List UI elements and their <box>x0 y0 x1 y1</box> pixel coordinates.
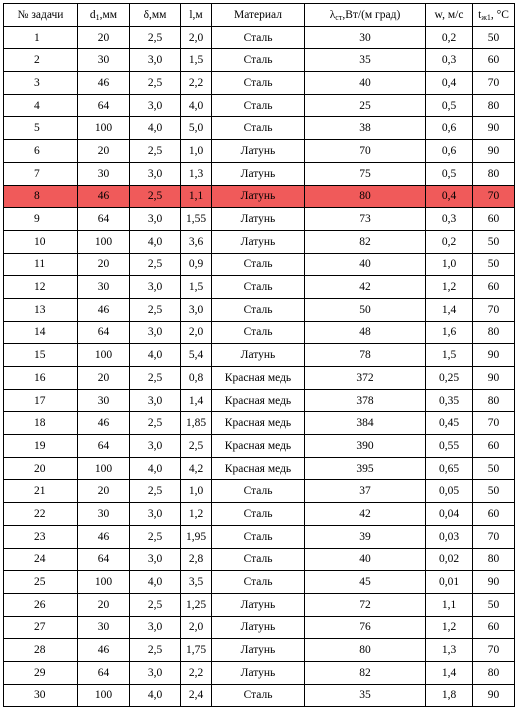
task-parameters-table <box>3 3 515 707</box>
cell-thermal-conductivity: 42 <box>305 503 426 526</box>
table-header <box>4 4 515 27</box>
cell-length: 0,9 <box>181 253 212 276</box>
cell-length: 1,5 <box>181 276 212 299</box>
cell-velocity: 1,4 <box>426 661 473 684</box>
cell-velocity: 0,45 <box>426 412 473 435</box>
cell-fluid-temperature: 50 <box>473 230 515 253</box>
table-row <box>4 49 515 72</box>
cell-length: 2,2 <box>181 72 212 95</box>
cell-velocity: 0,2 <box>426 26 473 49</box>
table-row <box>4 661 515 684</box>
cell-fluid-temperature: 50 <box>473 457 515 480</box>
cell-material: Красная медь <box>212 412 305 435</box>
cell-fluid-temperature: 90 <box>473 344 515 367</box>
cell-thermal-conductivity: 38 <box>305 117 426 140</box>
cell-inner-diameter: 30 <box>78 503 130 526</box>
cell-inner-diameter: 30 <box>78 616 130 639</box>
header-d-subscript: 1 <box>95 12 100 22</box>
cell-fluid-temperature: 70 <box>473 185 515 208</box>
header-material: Материал <box>212 4 305 27</box>
cell-thermal-conductivity: 70 <box>305 140 426 163</box>
cell-thermal-conductivity: 75 <box>305 162 426 185</box>
cell-task-number: 2 <box>4 49 78 72</box>
cell-task-number: 26 <box>4 593 78 616</box>
cell-wall-thickness: 3,0 <box>130 435 181 458</box>
cell-fluid-temperature: 70 <box>473 639 515 662</box>
cell-material: Латунь <box>212 140 305 163</box>
cell-thermal-conductivity: 35 <box>305 49 426 72</box>
cell-material: Латунь <box>212 593 305 616</box>
table-row <box>4 162 515 185</box>
cell-inner-diameter: 46 <box>78 185 130 208</box>
cell-inner-diameter: 100 <box>78 571 130 594</box>
cell-thermal-conductivity: 80 <box>305 185 426 208</box>
table-row <box>4 389 515 412</box>
cell-thermal-conductivity: 40 <box>305 253 426 276</box>
cell-material: Сталь <box>212 480 305 503</box>
cell-task-number: 11 <box>4 253 78 276</box>
cell-fluid-temperature: 70 <box>473 72 515 95</box>
cell-inner-diameter: 46 <box>78 72 130 95</box>
cell-fluid-temperature: 80 <box>473 321 515 344</box>
cell-inner-diameter: 30 <box>78 276 130 299</box>
cell-material: Сталь <box>212 49 305 72</box>
cell-fluid-temperature: 60 <box>473 435 515 458</box>
cell-length: 1,3 <box>181 162 212 185</box>
cell-inner-diameter: 64 <box>78 94 130 117</box>
cell-wall-thickness: 3,0 <box>130 661 181 684</box>
cell-task-number: 3 <box>4 72 78 95</box>
cell-material: Красная медь <box>212 367 305 390</box>
cell-wall-thickness: 4,0 <box>130 684 181 707</box>
cell-length: 2,8 <box>181 548 212 571</box>
cell-fluid-temperature: 80 <box>473 661 515 684</box>
cell-task-number: 28 <box>4 639 78 662</box>
cell-wall-thickness: 4,0 <box>130 571 181 594</box>
cell-thermal-conductivity: 35 <box>305 684 426 707</box>
cell-velocity: 0,2 <box>426 230 473 253</box>
cell-material: Сталь <box>212 94 305 117</box>
cell-wall-thickness: 2,5 <box>130 185 181 208</box>
cell-wall-thickness: 2,5 <box>130 253 181 276</box>
cell-velocity: 0,4 <box>426 185 473 208</box>
cell-wall-thickness: 2,5 <box>130 412 181 435</box>
cell-inner-diameter: 64 <box>78 548 130 571</box>
cell-material: Сталь <box>212 525 305 548</box>
cell-velocity: 0,55 <box>426 435 473 458</box>
cell-wall-thickness: 2,5 <box>130 525 181 548</box>
cell-inner-diameter: 64 <box>78 661 130 684</box>
cell-fluid-temperature: 80 <box>473 548 515 571</box>
cell-material: Латунь <box>212 639 305 662</box>
cell-task-number: 8 <box>4 185 78 208</box>
cell-material: Красная медь <box>212 457 305 480</box>
cell-inner-diameter: 64 <box>78 208 130 231</box>
table-row-highlighted <box>4 185 515 208</box>
header-t-symbol: t <box>478 8 482 21</box>
cell-velocity: 1,2 <box>426 616 473 639</box>
cell-wall-thickness: 4,0 <box>130 457 181 480</box>
cell-material: Красная медь <box>212 435 305 458</box>
cell-material: Сталь <box>212 298 305 321</box>
cell-velocity: 0,5 <box>426 94 473 117</box>
cell-material: Сталь <box>212 117 305 140</box>
cell-fluid-temperature: 60 <box>473 276 515 299</box>
table-row <box>4 571 515 594</box>
cell-length: 4,2 <box>181 457 212 480</box>
cell-task-number: 25 <box>4 571 78 594</box>
cell-length: 1,1 <box>181 185 212 208</box>
cell-thermal-conductivity: 378 <box>305 389 426 412</box>
cell-velocity: 0,3 <box>426 208 473 231</box>
table-row <box>4 117 515 140</box>
cell-velocity: 0,5 <box>426 162 473 185</box>
cell-inner-diameter: 100 <box>78 457 130 480</box>
header-row <box>4 4 515 27</box>
cell-wall-thickness: 3,0 <box>130 503 181 526</box>
cell-thermal-conductivity: 372 <box>305 367 426 390</box>
cell-material: Сталь <box>212 548 305 571</box>
cell-thermal-conductivity: 40 <box>305 72 426 95</box>
cell-fluid-temperature: 50 <box>473 593 515 616</box>
cell-material: Сталь <box>212 72 305 95</box>
table-row <box>4 253 515 276</box>
cell-length: 3,5 <box>181 571 212 594</box>
cell-inner-diameter: 20 <box>78 140 130 163</box>
cell-wall-thickness: 3,0 <box>130 208 181 231</box>
cell-thermal-conductivity: 45 <box>305 571 426 594</box>
cell-velocity: 1,3 <box>426 639 473 662</box>
cell-velocity: 0,65 <box>426 457 473 480</box>
cell-velocity: 0,03 <box>426 525 473 548</box>
header-thermal-conductivity <box>305 4 426 27</box>
cell-wall-thickness: 2,5 <box>130 140 181 163</box>
header-lambda-unit: ,Вт/(м град) <box>342 8 401 21</box>
cell-wall-thickness: 2,5 <box>130 480 181 503</box>
cell-task-number: 16 <box>4 367 78 390</box>
cell-length: 2,5 <box>181 435 212 458</box>
table-row <box>4 525 515 548</box>
header-fluid-temperature <box>473 4 515 27</box>
cell-fluid-temperature: 70 <box>473 412 515 435</box>
cell-inner-diameter: 46 <box>78 525 130 548</box>
cell-wall-thickness: 2,5 <box>130 26 181 49</box>
cell-task-number: 5 <box>4 117 78 140</box>
cell-wall-thickness: 3,0 <box>130 548 181 571</box>
table-body <box>4 26 515 707</box>
cell-task-number: 7 <box>4 162 78 185</box>
cell-velocity: 1,4 <box>426 298 473 321</box>
cell-thermal-conductivity: 39 <box>305 525 426 548</box>
cell-wall-thickness: 2,5 <box>130 639 181 662</box>
cell-velocity: 1,2 <box>426 276 473 299</box>
cell-fluid-temperature: 50 <box>473 26 515 49</box>
cell-length: 2,0 <box>181 26 212 49</box>
cell-wall-thickness: 2,5 <box>130 593 181 616</box>
cell-fluid-temperature: 90 <box>473 684 515 707</box>
header-task-number: № задачи <box>4 4 78 27</box>
cell-length: 4,0 <box>181 94 212 117</box>
cell-thermal-conductivity: 48 <box>305 321 426 344</box>
cell-length: 2,2 <box>181 661 212 684</box>
cell-thermal-conductivity: 80 <box>305 639 426 662</box>
cell-thermal-conductivity: 384 <box>305 412 426 435</box>
cell-inner-diameter: 30 <box>78 49 130 72</box>
table-row <box>4 26 515 49</box>
cell-velocity: 1,8 <box>426 684 473 707</box>
cell-inner-diameter: 100 <box>78 117 130 140</box>
table-row <box>4 72 515 95</box>
cell-velocity: 0,35 <box>426 389 473 412</box>
table-row <box>4 367 515 390</box>
cell-velocity: 1,1 <box>426 593 473 616</box>
cell-length: 2,0 <box>181 321 212 344</box>
cell-wall-thickness: 2,5 <box>130 298 181 321</box>
cell-fluid-temperature: 50 <box>473 253 515 276</box>
cell-material: Латунь <box>212 661 305 684</box>
cell-inner-diameter: 20 <box>78 367 130 390</box>
cell-material: Латунь <box>212 344 305 367</box>
cell-material: Сталь <box>212 571 305 594</box>
cell-length: 1,0 <box>181 480 212 503</box>
cell-length: 2,0 <box>181 616 212 639</box>
cell-thermal-conductivity: 25 <box>305 94 426 117</box>
cell-fluid-temperature: 70 <box>473 525 515 548</box>
cell-velocity: 1,6 <box>426 321 473 344</box>
header-length: l,м <box>181 4 212 27</box>
cell-velocity: 0,25 <box>426 367 473 390</box>
cell-thermal-conductivity: 390 <box>305 435 426 458</box>
cell-material: Сталь <box>212 253 305 276</box>
cell-length: 1,75 <box>181 639 212 662</box>
cell-wall-thickness: 4,0 <box>130 344 181 367</box>
cell-thermal-conductivity: 82 <box>305 661 426 684</box>
cell-task-number: 23 <box>4 525 78 548</box>
cell-material: Красная медь <box>212 389 305 412</box>
cell-velocity: 0,01 <box>426 571 473 594</box>
table-row <box>4 321 515 344</box>
cell-length: 5,4 <box>181 344 212 367</box>
cell-thermal-conductivity: 78 <box>305 344 426 367</box>
table-row <box>4 276 515 299</box>
cell-wall-thickness: 2,5 <box>130 72 181 95</box>
table-row <box>4 435 515 458</box>
table-row <box>4 230 515 253</box>
table-row <box>4 684 515 707</box>
cell-task-number: 15 <box>4 344 78 367</box>
header-lambda-subscript: ст <box>335 12 343 22</box>
cell-material: Латунь <box>212 230 305 253</box>
cell-length: 1,55 <box>181 208 212 231</box>
cell-velocity: 1,5 <box>426 344 473 367</box>
cell-inner-diameter: 46 <box>78 639 130 662</box>
header-wall-thickness: δ,мм <box>130 4 181 27</box>
cell-inner-diameter: 20 <box>78 26 130 49</box>
table-row <box>4 94 515 117</box>
cell-length: 1,85 <box>181 412 212 435</box>
cell-task-number: 30 <box>4 684 78 707</box>
cell-thermal-conductivity: 72 <box>305 593 426 616</box>
cell-task-number: 12 <box>4 276 78 299</box>
cell-inner-diameter: 100 <box>78 684 130 707</box>
cell-length: 1,2 <box>181 503 212 526</box>
cell-length: 2,4 <box>181 684 212 707</box>
table-row <box>4 298 515 321</box>
cell-thermal-conductivity: 42 <box>305 276 426 299</box>
cell-length: 1,5 <box>181 49 212 72</box>
table-row <box>4 344 515 367</box>
header-inner-diameter <box>78 4 130 27</box>
cell-wall-thickness: 4,0 <box>130 117 181 140</box>
cell-task-number: 17 <box>4 389 78 412</box>
cell-inner-diameter: 46 <box>78 298 130 321</box>
cell-length: 3,0 <box>181 298 212 321</box>
cell-inner-diameter: 30 <box>78 162 130 185</box>
cell-material: Сталь <box>212 321 305 344</box>
cell-task-number: 6 <box>4 140 78 163</box>
cell-task-number: 22 <box>4 503 78 526</box>
cell-length: 0,8 <box>181 367 212 390</box>
cell-task-number: 13 <box>4 298 78 321</box>
cell-velocity: 0,6 <box>426 117 473 140</box>
cell-length: 3,6 <box>181 230 212 253</box>
cell-wall-thickness: 3,0 <box>130 94 181 117</box>
cell-task-number: 24 <box>4 548 78 571</box>
cell-velocity: 0,04 <box>426 503 473 526</box>
cell-thermal-conductivity: 73 <box>305 208 426 231</box>
cell-task-number: 21 <box>4 480 78 503</box>
table-row <box>4 639 515 662</box>
cell-length: 1,95 <box>181 525 212 548</box>
cell-task-number: 9 <box>4 208 78 231</box>
cell-task-number: 18 <box>4 412 78 435</box>
cell-thermal-conductivity: 76 <box>305 616 426 639</box>
cell-inner-diameter: 100 <box>78 230 130 253</box>
table-row <box>4 457 515 480</box>
cell-task-number: 14 <box>4 321 78 344</box>
cell-fluid-temperature: 60 <box>473 208 515 231</box>
cell-material: Латунь <box>212 162 305 185</box>
cell-inner-diameter: 64 <box>78 321 130 344</box>
cell-fluid-temperature: 90 <box>473 117 515 140</box>
cell-task-number: 27 <box>4 616 78 639</box>
cell-length: 1,4 <box>181 389 212 412</box>
cell-fluid-temperature: 50 <box>473 480 515 503</box>
cell-task-number: 29 <box>4 661 78 684</box>
cell-thermal-conductivity: 37 <box>305 480 426 503</box>
cell-fluid-temperature: 80 <box>473 162 515 185</box>
header-d-symbol: d <box>89 8 96 21</box>
cell-wall-thickness: 3,0 <box>130 276 181 299</box>
cell-fluid-temperature: 80 <box>473 389 515 412</box>
table-row <box>4 593 515 616</box>
table-row <box>4 480 515 503</box>
cell-velocity: 1,0 <box>426 253 473 276</box>
cell-thermal-conductivity: 50 <box>305 298 426 321</box>
cell-velocity: 0,6 <box>426 140 473 163</box>
table-row <box>4 503 515 526</box>
table-row <box>4 140 515 163</box>
cell-inner-diameter: 20 <box>78 593 130 616</box>
cell-inner-diameter: 20 <box>78 480 130 503</box>
header-velocity: w, м/с <box>426 4 473 27</box>
cell-inner-diameter: 46 <box>78 412 130 435</box>
cell-thermal-conductivity: 40 <box>305 548 426 571</box>
cell-material: Сталь <box>212 276 305 299</box>
cell-inner-diameter: 100 <box>78 344 130 367</box>
cell-fluid-temperature: 90 <box>473 140 515 163</box>
cell-material: Сталь <box>212 684 305 707</box>
cell-wall-thickness: 4,0 <box>130 230 181 253</box>
cell-material: Сталь <box>212 26 305 49</box>
cell-wall-thickness: 3,0 <box>130 321 181 344</box>
cell-task-number: 4 <box>4 94 78 117</box>
cell-velocity: 0,02 <box>426 548 473 571</box>
cell-velocity: 0,05 <box>426 480 473 503</box>
cell-thermal-conductivity: 30 <box>305 26 426 49</box>
table-row <box>4 412 515 435</box>
cell-task-number: 20 <box>4 457 78 480</box>
cell-material: Латунь <box>212 616 305 639</box>
cell-material: Сталь <box>212 503 305 526</box>
cell-fluid-temperature: 60 <box>473 503 515 526</box>
cell-task-number: 10 <box>4 230 78 253</box>
cell-thermal-conductivity: 82 <box>305 230 426 253</box>
cell-task-number: 19 <box>4 435 78 458</box>
cell-wall-thickness: 3,0 <box>130 389 181 412</box>
cell-velocity: 0,4 <box>426 72 473 95</box>
header-lambda-symbol: λ <box>329 8 336 21</box>
cell-fluid-temperature: 70 <box>473 298 515 321</box>
cell-velocity: 0,3 <box>426 49 473 72</box>
cell-thermal-conductivity: 395 <box>305 457 426 480</box>
cell-length: 1,0 <box>181 140 212 163</box>
cell-material: Латунь <box>212 185 305 208</box>
cell-wall-thickness: 2,5 <box>130 367 181 390</box>
table-row <box>4 548 515 571</box>
header-t-subscript: ж1 <box>481 12 491 22</box>
cell-wall-thickness: 3,0 <box>130 616 181 639</box>
table-row <box>4 208 515 231</box>
cell-fluid-temperature: 90 <box>473 367 515 390</box>
cell-inner-diameter: 30 <box>78 389 130 412</box>
cell-material: Латунь <box>212 208 305 231</box>
cell-fluid-temperature: 60 <box>473 49 515 72</box>
cell-wall-thickness: 3,0 <box>130 49 181 72</box>
cell-fluid-temperature: 90 <box>473 571 515 594</box>
table-row <box>4 616 515 639</box>
cell-task-number: 1 <box>4 26 78 49</box>
cell-inner-diameter: 64 <box>78 435 130 458</box>
cell-inner-diameter: 20 <box>78 253 130 276</box>
header-d-unit: ,мм <box>99 8 118 21</box>
cell-length: 1,25 <box>181 593 212 616</box>
cell-wall-thickness: 3,0 <box>130 162 181 185</box>
header-t-unit: , °С <box>490 8 509 21</box>
cell-length: 5,0 <box>181 117 212 140</box>
cell-fluid-temperature: 80 <box>473 94 515 117</box>
cell-fluid-temperature: 60 <box>473 616 515 639</box>
